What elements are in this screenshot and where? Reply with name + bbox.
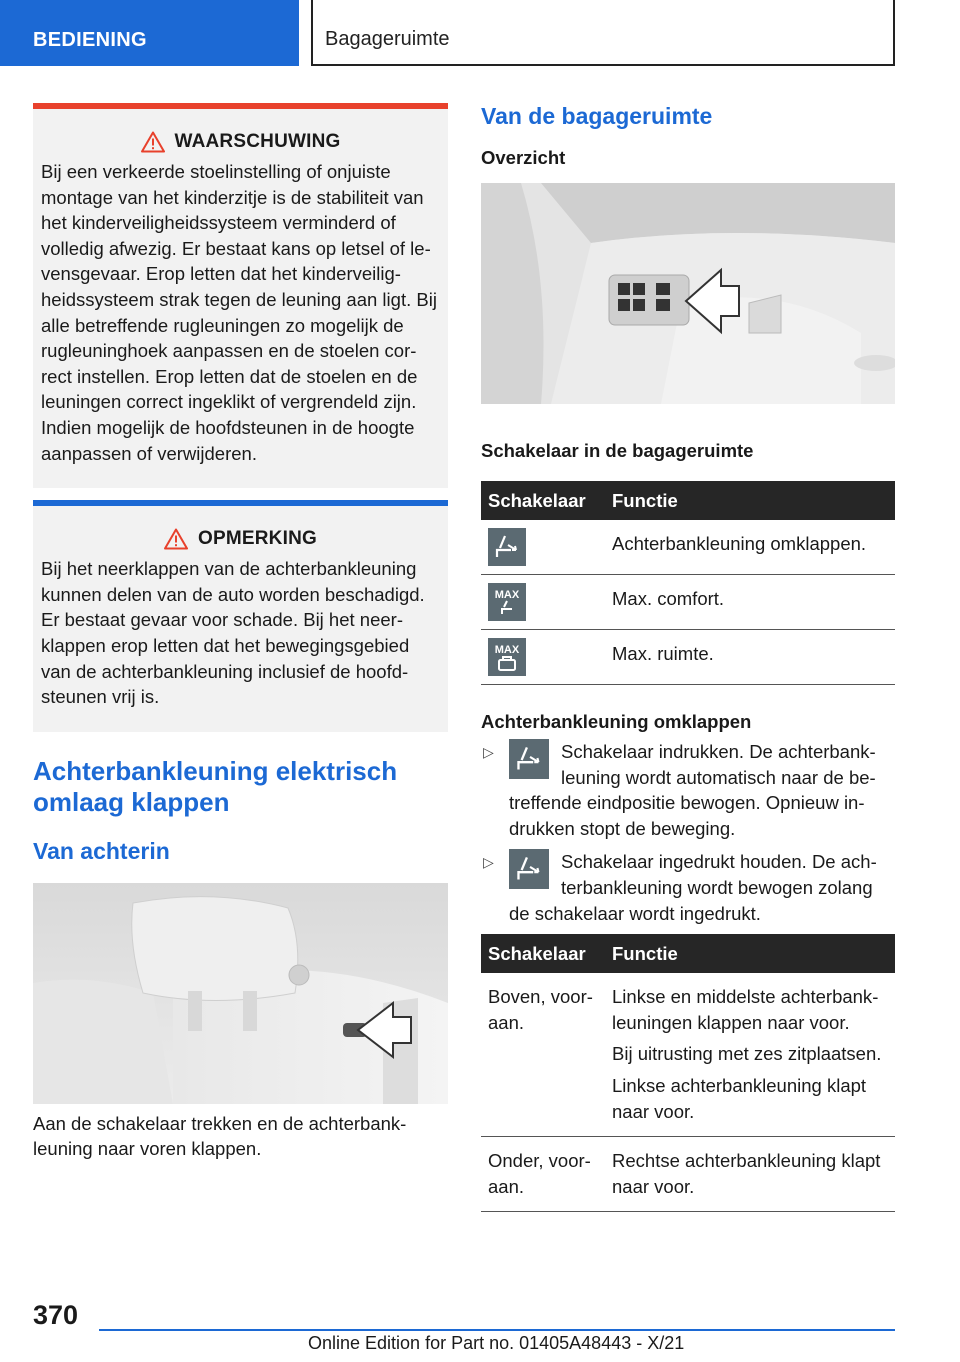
note-header <box>41 528 440 550</box>
svg-text:MAX: MAX <box>494 644 520 656</box>
subheading-rear: Van achterin <box>33 837 170 864</box>
seat-fold-icon <box>509 739 549 779</box>
table-row <box>481 1137 895 1212</box>
table1-header-switch: Schakelaar <box>481 481 605 520</box>
switch-table <box>481 481 895 685</box>
note-title: OPMERKING <box>198 528 317 550</box>
table2-function-1b: Bij uitrusting met zes zitplaatsen. <box>612 1043 882 1065</box>
table-row <box>481 575 895 630</box>
warning-header <box>41 131 440 153</box>
position-table <box>481 934 895 1212</box>
section-tab <box>0 0 299 66</box>
note-box <box>33 500 448 732</box>
triangle-bullet-icon: ▷ <box>483 854 494 871</box>
page-number: 370 <box>33 1300 79 1330</box>
switch-label: Schakelaar in de bagageruimte <box>481 440 754 461</box>
table2-function-1a: Linkse en middelste achterbankleuningen klappen naar voor. <box>612 986 879 1033</box>
table2-switch-1: Boven, vooraan. <box>481 973 605 1136</box>
warning-triangle-icon <box>164 528 188 550</box>
overview-label: Overzicht <box>481 147 566 168</box>
table2-header-switch: Schakelaar <box>481 934 605 973</box>
table-row <box>481 973 895 1136</box>
max-comfort-icon <box>488 583 526 621</box>
chapter-title: Bagageruimte <box>325 28 450 50</box>
table2-header-function: Functie <box>605 934 895 973</box>
chapter-tab <box>311 0 895 66</box>
warning-title: WAARSCHUWING <box>174 131 341 152</box>
list-item <box>481 739 895 841</box>
triangle-bullet-icon: ▷ <box>483 744 494 760</box>
trunk-photo <box>481 183 895 404</box>
table2-switch-2: Onder, vooraan. <box>481 1137 605 1212</box>
table2-function-1c: Linkse achterbankleuning klapt naar voor. <box>612 1074 867 1122</box>
section-title: BEDIENING <box>33 29 147 51</box>
steps-list <box>481 739 895 926</box>
warning-box <box>33 103 448 488</box>
seat-fold-icon <box>509 849 549 889</box>
warning-triangle-icon <box>141 131 165 153</box>
rear-caption: Aan de schakelaar trekken en de achterbankleuning naar voren klappen. <box>33 1112 407 1160</box>
rear-seat-photo <box>33 883 448 1104</box>
seat-fold-icon <box>488 528 526 566</box>
table1-function-2: Max. comfort. <box>605 575 895 630</box>
step-text-1: Schakelaar indrukken. De achterbankleuning wordt automatisch naar de betreffende eindpositie bewogen. Opnieuw indrukken stopt de beweging. <box>509 741 876 839</box>
step-text-2: Schakelaar ingedrukt houden. De achterbankleuning wordt bewogen zolang de schakelaar wordt ingedrukt. <box>509 851 877 924</box>
list-item <box>481 849 895 926</box>
table1-function-1: Achterbankleuning omklappen. <box>605 520 895 575</box>
section-heading: Achterbankleuning elektrisch omlaag klappen <box>33 755 398 817</box>
right-column <box>481 103 895 1212</box>
table1-function-3: Max. ruimte. <box>605 630 895 685</box>
svg-text:MAX: MAX <box>494 589 520 601</box>
footer-edition: Online Edition for Part no. 01405A48443 - X/21 <box>308 1333 685 1353</box>
fold-label: Achterbankleuning omklappen <box>481 711 752 732</box>
table-row <box>481 520 895 575</box>
footer-divider <box>99 1329 895 1331</box>
table2-function-2: Rechtse achterbankleuning klapt naar voor. <box>605 1137 895 1212</box>
table1-header-function: Functie <box>605 481 895 520</box>
left-column <box>33 103 448 1162</box>
max-space-icon <box>488 638 526 676</box>
warning-text: Bij een verkeerde stoelinstelling of onjuiste montage van het kinderzitje is de stabiliteit van het kinderveiligheidssysteem verminderd of volledig afwezig. Er bestaat kans op letsel of levensgevaar. Erop letten dat het kinderveiligheidssysteem strak tegen de leuning aan ligt. Bij alle betreffende rugleuningen zo mogelijk de rugleuninghoek aanpassen en de stoelen correct instellen. Erop letten dat de stoelen en de leuningen correct ingeklikt of vergrendeld zijn. Indien mogelijk de hoofdsteunen in de hoogte aanpassen of verwijderen. <box>41 161 437 464</box>
table-row <box>481 630 895 685</box>
subheading-trunk: Van de bagageruimte <box>481 103 713 129</box>
note-text: Bij het neerklappen van de achterbankleuning kunnen delen van de auto worden beschadigd. Er bestaat gevaar voor schade. Bij het neerklappen erop letten dat het bewegingsgebied van de achterbankleuning inclusief de hoofdsteunen vrij is. <box>41 558 425 708</box>
